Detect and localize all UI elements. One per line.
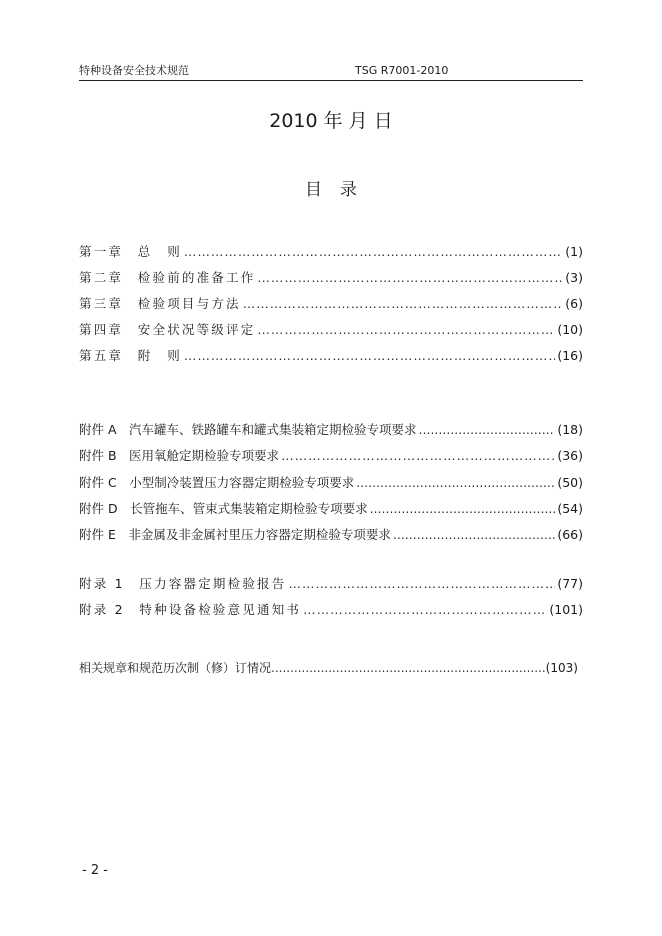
toc-entry-chapter-3[interactable] [79,295,583,313]
toc-entry-label: 第二章 检验前的准备工作 [79,270,256,285]
toc-entry-page: (103) [545,661,578,675]
toc-entry-attachment-d[interactable] [79,500,583,518]
toc-entry-attachment-a[interactable] [79,421,583,439]
toc-entry-page: (18) [557,422,583,437]
toc-entry-attachment-c[interactable] [79,474,583,492]
toc-entry-label: 附件 D 长管拖车、管束式集装箱定期检验专项要求 [79,501,368,516]
leader-dots [303,601,547,619]
toc-entry-page: (3) [565,270,583,285]
toc-entry-page: (6) [565,296,583,311]
toc-entry-label: 第四章 安全状况等级评定 [79,322,256,337]
page-number: - 2 - [82,863,108,878]
toc-entry-page: (36) [557,448,583,463]
leader-dots [393,526,555,544]
leader-dots [356,474,555,492]
toc-entry-revision-history[interactable] [79,659,578,677]
toc-entry-page: (50) [557,475,583,490]
toc-title: 目录 [305,180,375,200]
toc-entry-label: 附件 A 汽车罐车、铁路罐车和罐式集装箱定期检验专项要求 [79,422,417,437]
toc-entry-label: 附件 C 小型制冷装置压力容器定期检验专项要求 [79,475,355,490]
leader-dots: ........................................................................ [271,661,546,675]
toc-entry-page: (16) [557,348,583,363]
toc-entry-label: 第五章 附 则 [79,348,182,363]
toc-entry-page: (10) [557,322,583,337]
toc-entry-appendix-2[interactable] [79,601,583,619]
leader-dots [370,500,556,518]
running-header [79,64,583,81]
toc-entry-label: 第三章 检验项目与方法 [79,296,241,311]
toc-entry-page: (66) [557,527,583,542]
leader-dots [419,421,556,439]
header-spec-code: TSG R7001-2010 [355,64,449,77]
toc-entry-appendix-1[interactable] [79,575,583,593]
leader-dots [257,321,555,339]
date-line: 2010 年 月 日 [269,110,393,132]
leader-dots [184,347,555,365]
toc-entry-chapter-5[interactable] [79,347,583,365]
toc-entry-page: (54) [557,501,583,516]
toc-entry-label: 附录 1 压力容器定期检验报告 [79,576,287,591]
toc-entry-attachment-e[interactable] [79,526,583,544]
leader-dots [288,575,555,593]
toc-entry-chapter-2[interactable] [79,269,583,287]
toc-entry-page: (77) [557,576,583,591]
toc-entry-page: (1) [565,244,583,259]
leader-dots [281,447,555,465]
toc-entry-label: 附件 B 医用氧舱定期检验专项要求 [79,448,280,463]
toc-entry-chapter-1[interactable] [79,243,583,261]
leader-dots [243,295,564,313]
toc-entry-label: 第一章 总 则 [79,244,182,259]
toc-entry-attachment-b[interactable] [79,447,583,465]
toc-entry-label: 附录 2 特种设备检验意见通知书 [79,602,302,617]
leader-dots [184,243,563,261]
leader-dots [257,269,563,287]
toc-entry-chapter-4[interactable] [79,321,583,339]
toc-entry-label: 附件 E 非金属及非金属衬里压力容器定期检验专项要求 [79,527,391,542]
toc-entry-page: (101) [549,602,583,617]
toc-entry-label: 相关规章和规范历次制（修）订情况 [79,661,272,675]
header-spec-title: 特种设备安全技术规范 [79,64,189,77]
